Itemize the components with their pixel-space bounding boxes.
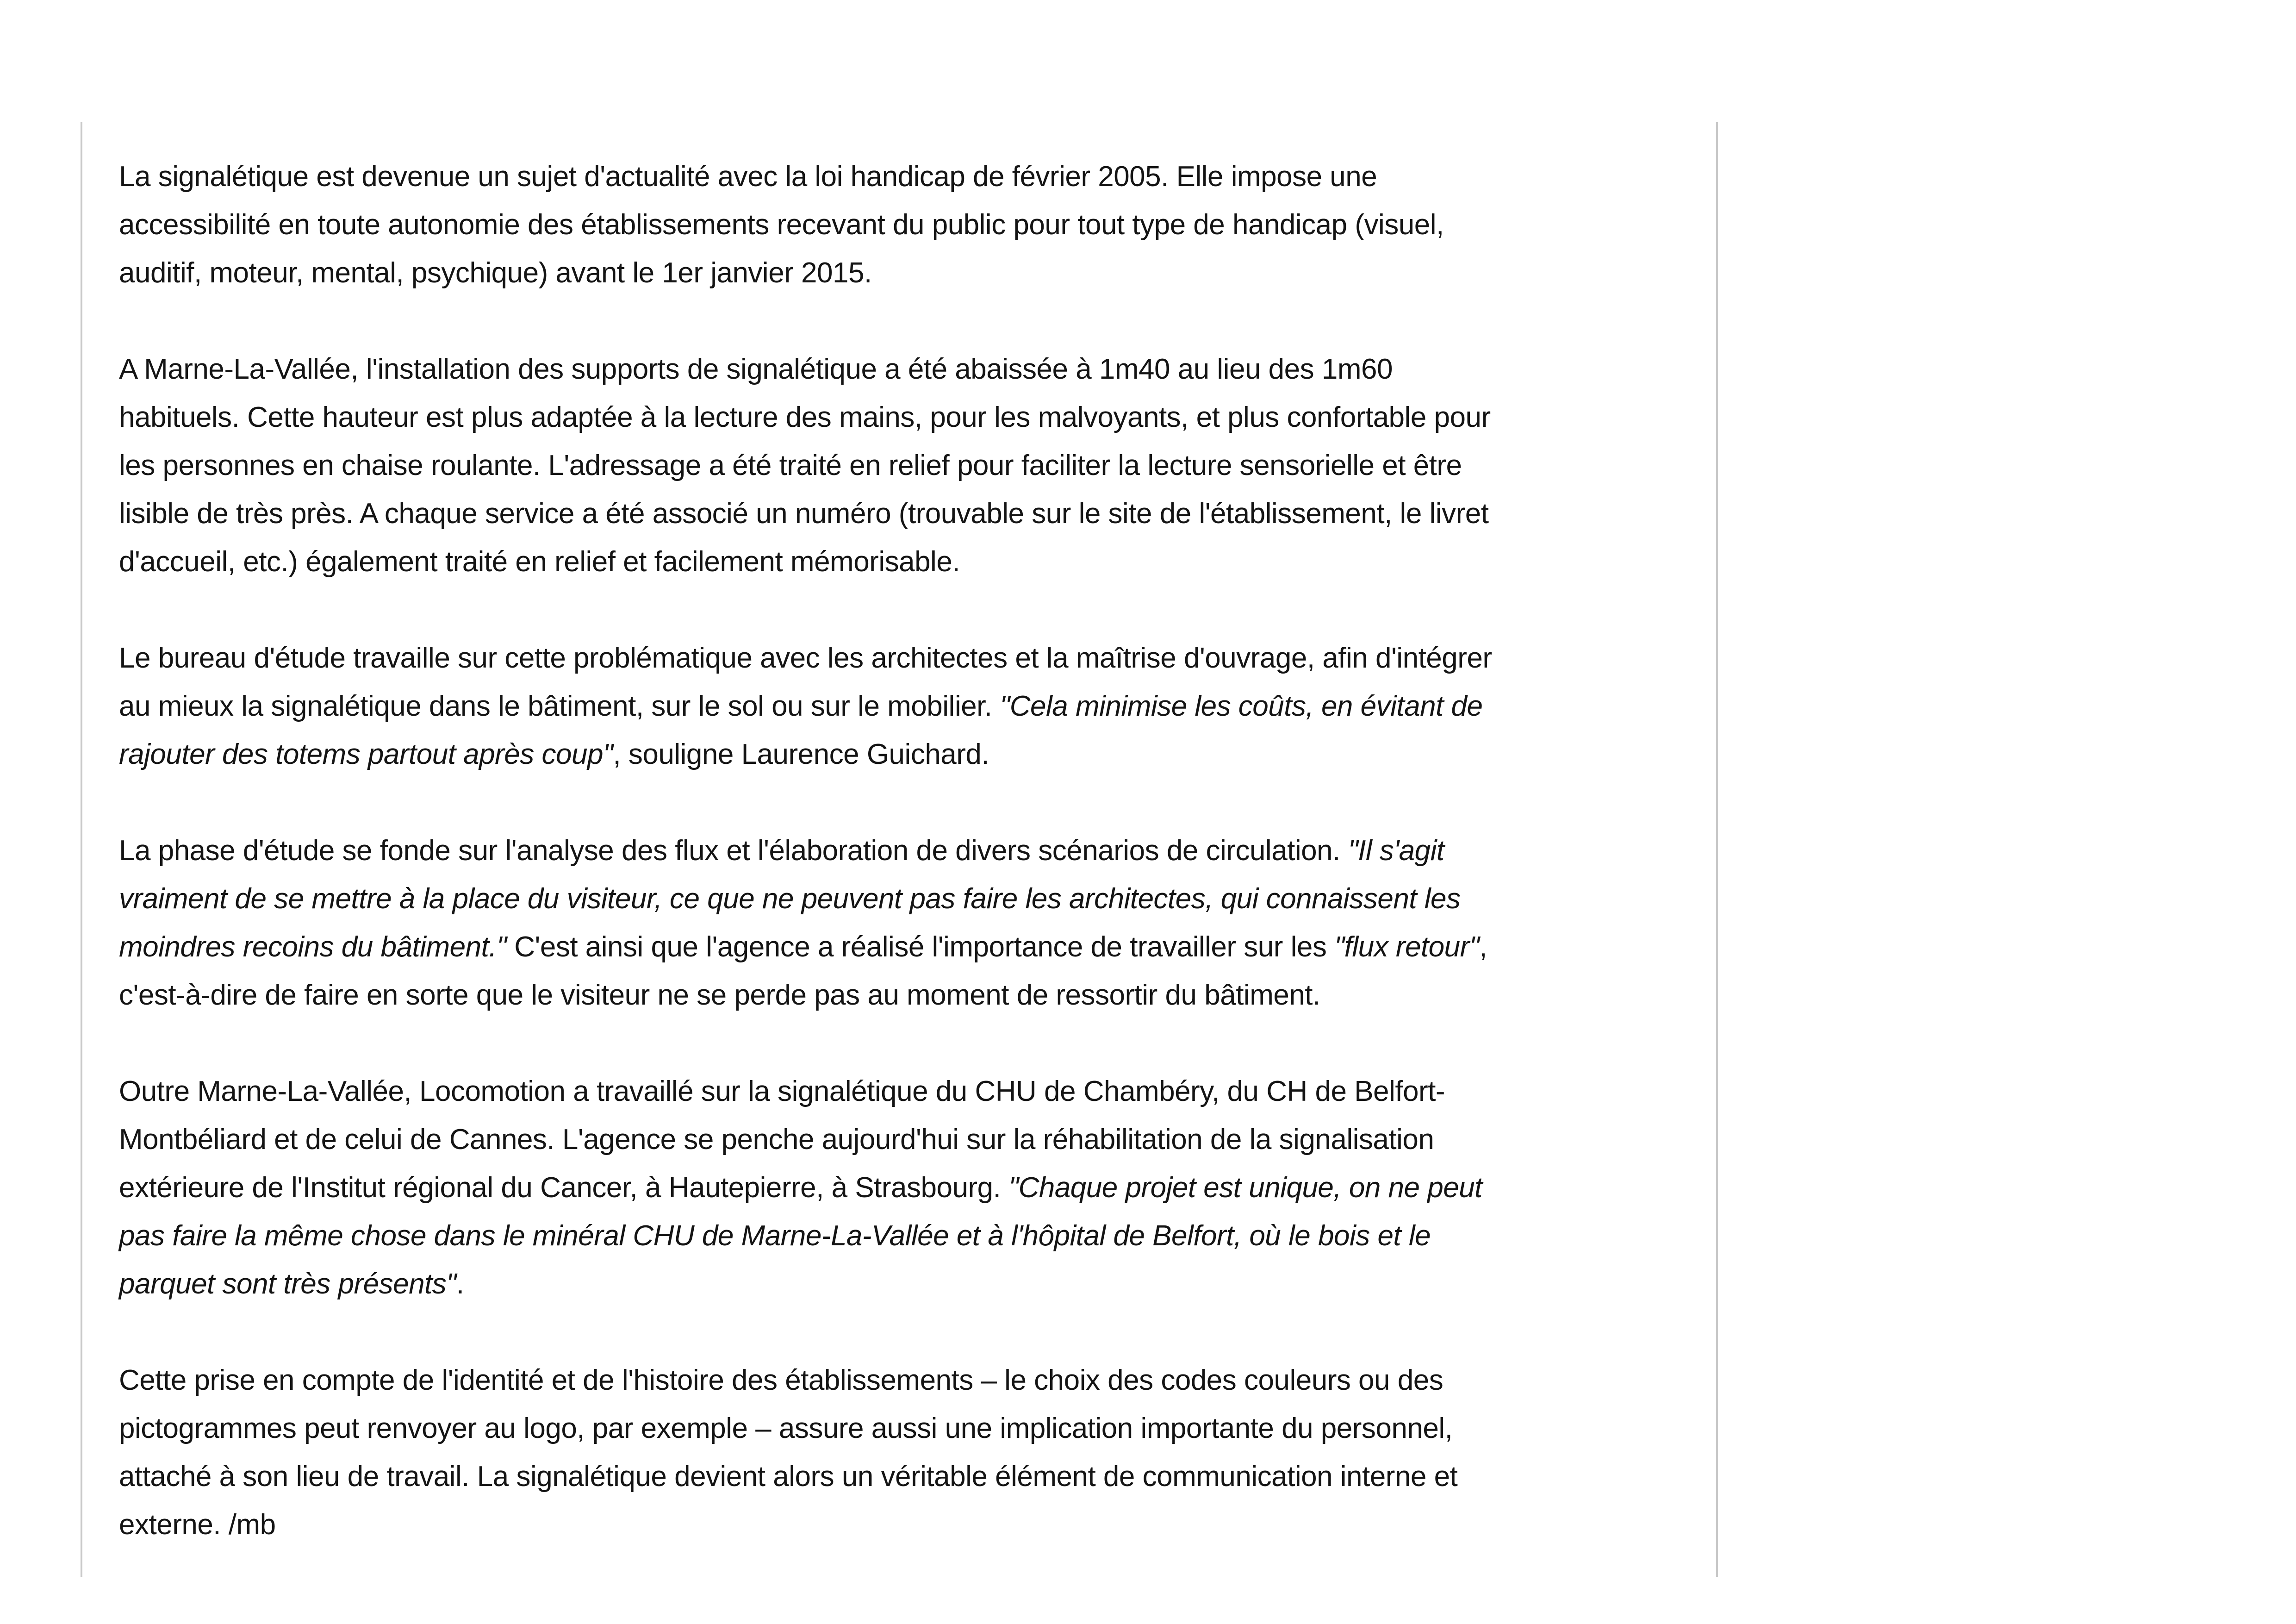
text-line [119, 442, 1688, 490]
quote-text: vraiment de se mettre à la place du visiteur, ce que ne peuvent pas faire les architectes, qui connaissent les [119, 883, 1461, 915]
text-line [119, 1405, 1688, 1453]
body-text: habituels. Cette hauteur est plus adaptée à la lecture des mains, pour les malvoyants, et plus confortable pour [119, 401, 1491, 433]
body-text: Outre Marne-La-Vallée, Locomotion a travaillé sur la signalétique du CHU de Chambéry, du CH de Belfort- [119, 1075, 1445, 1107]
body-text: pictogrammes peut renvoyer au logo, par exemple – assure aussi une implication importante du personnel, [119, 1412, 1453, 1444]
text-line [119, 1501, 1688, 1549]
text-line [119, 923, 1688, 971]
article-paragraph [119, 1068, 1688, 1308]
body-text: auditif, moteur, mental, psychique) avant le 1er janvier 2015. [119, 257, 872, 289]
left-column-border [81, 122, 82, 1577]
body-text: A Marne-La-Vallée, l'installation des supports de signalétique a été abaissée à 1m40 au lieu des 1m60 [119, 353, 1393, 385]
article-paragraph [119, 153, 1688, 297]
body-text: La signalétique est devenue un sujet d'actualité avec la loi handicap de février 2005. Elle impose une [119, 161, 1377, 193]
body-text: C'est ainsi que l'agence a réalisé l'importance de travailler sur les [506, 931, 1335, 963]
text-line [119, 971, 1688, 1019]
body-text: attaché à son lieu de travail. La signalétique devient alors un véritable élément de communication interne et [119, 1461, 1458, 1493]
quote-text: parquet sont très présents" [119, 1268, 456, 1300]
quote-text: "Chaque projet est unique, on ne peut [1008, 1172, 1482, 1204]
text-line [119, 875, 1688, 923]
body-text: Cette prise en compte de l'identité et de l'histoire des établissements – le choix des codes couleurs ou des [119, 1364, 1444, 1396]
text-line [119, 731, 1688, 779]
text-line [119, 634, 1688, 682]
body-text: au mieux la signalétique dans le bâtiment, sur le sol ou sur le mobilier. [119, 690, 1000, 722]
article-paragraph [119, 1356, 1688, 1549]
body-text: lisible de très près. A chaque service a été associé un numéro (trouvable sur le site de l'établissement, le livret [119, 498, 1489, 530]
quote-text: pas faire la même chose dans le minéral CHU de Marne-La-Vallée et à l'hôpital de Belfort, où le bois et le [119, 1220, 1431, 1252]
text-line [119, 827, 1688, 875]
text-line [119, 682, 1688, 731]
body-text: c'est-à-dire de faire en sorte que le visiteur ne se perde pas au moment de ressortir du bâtiment. [119, 979, 1320, 1011]
quote-text: moindres recoins du bâtiment." [119, 931, 507, 963]
text-line [119, 249, 1688, 297]
body-text: . [456, 1268, 464, 1300]
text-line [119, 1260, 1688, 1308]
body-text: extérieure de l'Institut régional du Cancer, à Hautepierre, à Strasbourg. [119, 1172, 1009, 1204]
body-text: externe. /mb [119, 1509, 276, 1541]
text-line [119, 153, 1688, 201]
text-line [119, 345, 1688, 394]
text-line [119, 1453, 1688, 1501]
article-paragraph [119, 634, 1688, 779]
right-column-border [1716, 122, 1718, 1577]
text-line [119, 1068, 1688, 1116]
article-paragraph [119, 827, 1688, 1019]
body-text: Le bureau d'étude travaille sur cette problématique avec les architectes et la maîtrise d'ouvrage, afin d'intégrer [119, 642, 1492, 674]
text-line [119, 1116, 1688, 1164]
article-body [119, 153, 1688, 1579]
body-text: Montbéliard et de celui de Cannes. L'agence se penche aujourd'hui sur la réhabilitation de la signalisation [119, 1124, 1434, 1156]
body-text: , souligne Laurence Guichard. [613, 738, 989, 770]
text-line [119, 538, 1688, 586]
article-paragraph [119, 345, 1688, 586]
text-line [119, 490, 1688, 538]
text-line [119, 394, 1688, 442]
text-line [119, 1356, 1688, 1405]
body-text: accessibilité en toute autonomie des établissements recevant du public pour tout type de handicap (visuel, [119, 209, 1444, 241]
quote-text: "Il s'agit [1348, 835, 1444, 867]
text-line [119, 1212, 1688, 1260]
text-line [119, 1164, 1688, 1212]
body-text: les personnes en chaise roulante. L'adressage a été traité en relief pour faciliter la lecture sensorielle et être [119, 450, 1462, 481]
quote-text: "flux retour" [1334, 931, 1480, 963]
quote-text: rajouter des totems partout après coup" [119, 738, 613, 770]
body-text: d'accueil, etc.) également traité en relief et facilement mémorisable. [119, 546, 960, 578]
body-text: La phase d'étude se fonde sur l'analyse des flux et l'élaboration de divers scénarios de circulation. [119, 835, 1348, 867]
quote-text: "Cela minimise les coûts, en évitant de [1000, 690, 1483, 722]
text-line [119, 201, 1688, 249]
body-text: , [1479, 931, 1487, 963]
